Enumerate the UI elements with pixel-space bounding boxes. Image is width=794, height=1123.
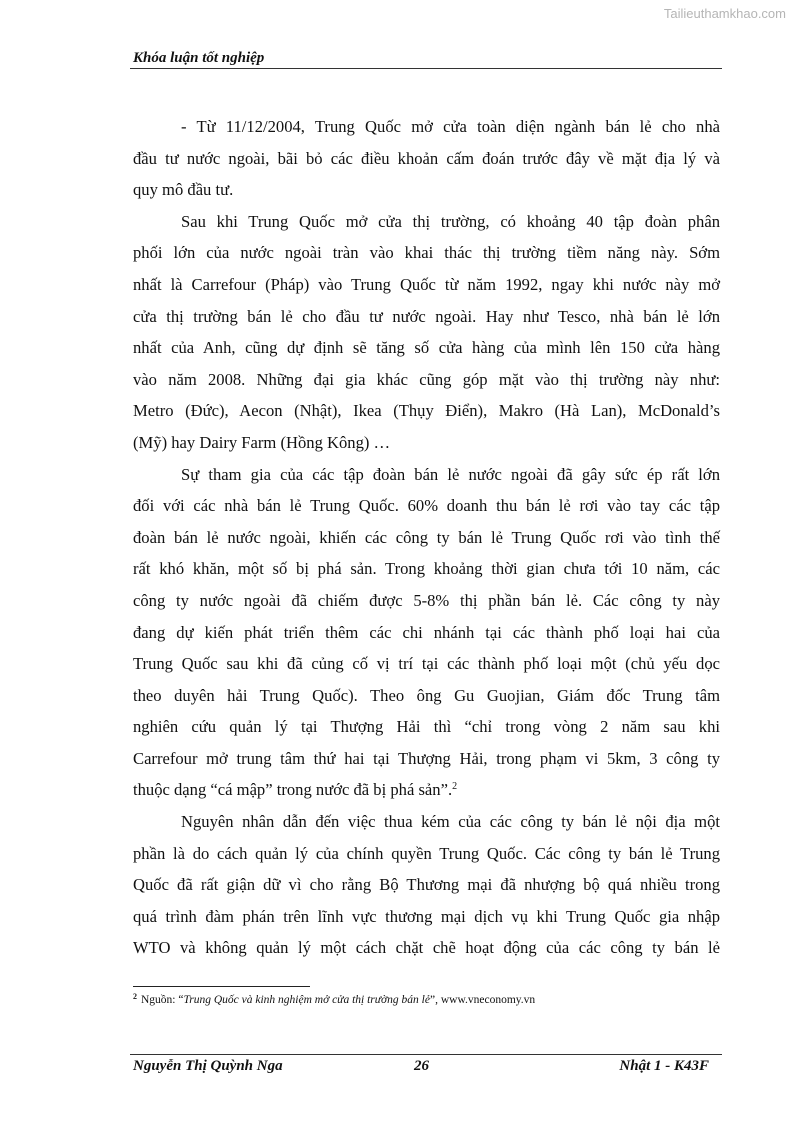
body-text [133,111,720,964]
text-line: phần là do cách quản lý của chính quyền Trung Quốc. Các công ty bán lẻ Trung [133,843,720,863]
text-line: Carrefour mở trung tâm thứ hai tại Thượng Hải, trong phạm vi 5km, 3 công ty [133,748,720,768]
footnote-reference[interactable]: 2 [452,781,458,793]
footnote [133,992,535,1006]
text-line: Sự tham gia của các tập đoàn bán lẻ nước ngoài đã gây sức ép rất lớn [181,464,720,484]
header-title: Khóa luận tốt nghiệp [133,50,265,66]
text-line: vào năm 2008. Những đại gia khác cũng góp mặt vào thị trường này như: [133,369,720,389]
footnote-prefix: Nguồn: “ [141,994,184,1006]
text-line: cửa thị trường bán lẻ cho đầu tư nước ngoài. Hay như Tesco, nhà bán lẻ lớn [133,306,720,326]
header-divider [130,68,722,69]
text-line: nhất là Carrefour (Pháp) vào Trung Quốc từ năm 1992, ngay khi nước này mở [133,274,720,294]
text-line: phối lớn của nước ngoài tràn vào khai thác thị trường tiềm năng này. Sớm [133,243,720,263]
footnote-number: 2 [133,992,137,1001]
text-line: Nguyên nhân dẫn đến việc thua kém của các công ty bán lẻ nội địa một [181,812,720,832]
page-number: 26 [414,1058,429,1074]
text-line: Quốc đã rất giận dữ vì cho rằng Bộ Thương mại đã nhượng bộ quá nhiều trong [133,875,720,895]
text-line: nghiên cứu quản lý tại Thượng Hải thì “chỉ trong vòng 2 năm sau khi [133,717,720,737]
text-line: đoàn bán lẻ nước ngoài, khiến các công ty bán lẻ Trung Quốc rơi vào tình thế [133,527,720,547]
footnote-suffix: ”, www.vneconomy.vn [429,994,536,1006]
footnote-source-title: Trung Quốc và kinh nghiệm mở cửa thị trường bán lẻ [183,994,430,1006]
watermark: Tailieuthamkhao.com [663,6,786,21]
text-line: Trung Quốc sau khi đã củng cố vị trí tại các thành phố loại một (chủ yếu dọc [133,654,720,674]
text-line: rất khó khăn, một số bị phá sản. Trong khoảng thời gian chưa tới 10 năm, các [133,559,720,579]
text-line: - Từ 11/12/2004, Trung Quốc mở cửa toàn diện ngành bán lẻ cho nhà [181,117,720,136]
text-line: đầu tư nước ngoài, bãi bỏ các điều khoản cấm đoán trước đây về mặt địa lý và [133,148,720,168]
text-line: đối với các nhà bán lẻ Trung Quốc. 60% doanh thu bán lẻ rơi vào tay các tập [133,496,720,516]
text-line: Metro (Đức), Aecon (Nhật), Ikea (Thụy Điển), Makro (Hà Lan), McDonald’s [133,401,720,421]
footer-class: Nhật 1 - K43F [619,1058,709,1074]
text-line-content: thuộc dạng “cá mập” trong nước đã bị phá sản”. [133,780,453,800]
footer-author: Nguyễn Thị Quỳnh Nga [133,1058,283,1074]
text-line [133,774,720,806]
text-line: công ty nước ngoài đã chiếm được 5-8% thị phần bán lẻ. Các công ty này [133,590,720,610]
text-line: theo duyên hải Trung Quốc). Theo ông Gu Guojian, Giám đốc Trung tâm [133,685,720,705]
footer-divider [130,1054,722,1055]
text-line: quy mô đầu tư. [133,180,234,200]
text-line: WTO và không quản lý một cách chặt chẽ hoạt động của các công ty bán lẻ [133,938,720,958]
text-line: nhất của Anh, cũng dự định sẽ tăng số cửa hàng của mình lên 150 cửa hàng [133,338,720,358]
text-line: (Mỹ) hay Dairy Farm (Hồng Kông) … [133,432,391,452]
footnote-divider [133,986,310,987]
text-line: quá trình đàm phán trên lĩnh vực thương mại dịch vụ khi Trung Quốc gia nhập [133,906,720,926]
text-line: đang dự kiến phát triển thêm các chi nhánh tại các thành phố loại hai của [133,622,720,642]
text-line: Sau khi Trung Quốc mở cửa thị trường, có khoảng 40 tập đoàn phân [181,211,720,231]
